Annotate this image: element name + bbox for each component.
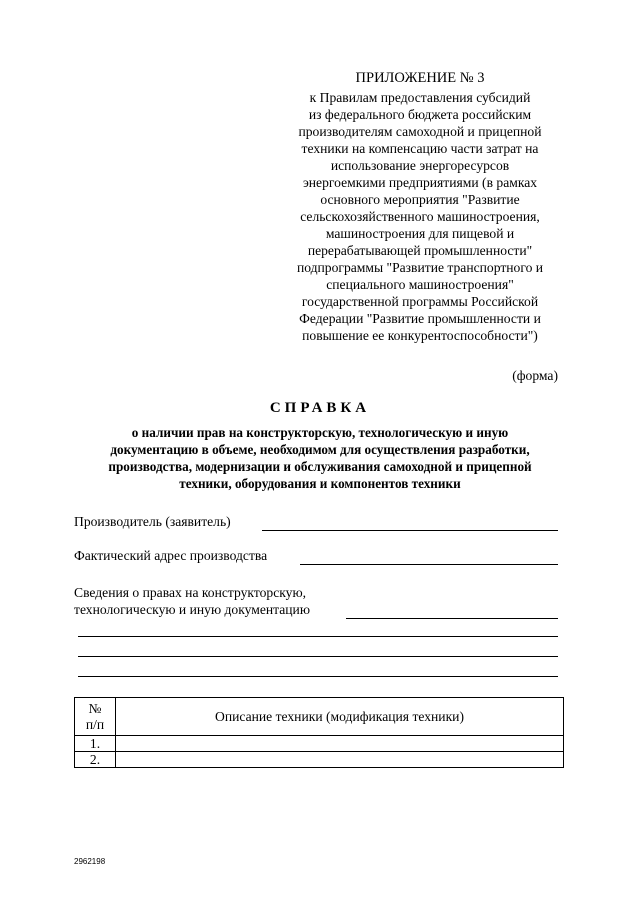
subtitle-line: производства, модернизации и обслуживания самоходной и прицепной	[108, 459, 532, 474]
document-title: СПРАВКА	[269, 400, 371, 416]
subtitle-line: техники, оборудования и компонентов техники	[179, 476, 461, 491]
appendix-title: ПРИЛОЖЕНИЕ № 3	[355, 70, 485, 86]
appendix-line: основного мероприятия "Развитие	[320, 192, 520, 207]
row-description-cell[interactable]	[116, 752, 564, 768]
manufacturer-input-line[interactable]	[262, 530, 558, 531]
table-row	[75, 752, 564, 768]
appendix-line: Федерации "Развитие промышленности и	[299, 311, 541, 326]
row-number: 2.	[75, 752, 116, 768]
appendix-line: техники на компенсацию части затрат на	[301, 141, 539, 156]
appendix-line: подпрограммы "Развитие транспортного и	[296, 260, 544, 275]
address-input-line[interactable]	[300, 564, 558, 565]
appendix-line: машиностроения для пищевой и	[325, 226, 515, 241]
appendix-line: энергоемкими предприятиями (в рамках	[302, 175, 538, 190]
header-number-symbol: №	[88, 700, 102, 716]
subtitle-line: о наличии прав на конструкторскую, технологическую и иную	[131, 425, 509, 440]
rights-input-line[interactable]	[346, 618, 558, 619]
appendix-line: из федерального бюджета российским	[308, 107, 532, 122]
subtitle-line: документацию в объеме, необходимом для осуществления разработки,	[110, 442, 530, 457]
appendix-line: к Правилам предоставления субсидий	[309, 90, 531, 105]
header-description-cell: Описание техники (модификация техники)	[116, 698, 564, 736]
form-label: (форма)	[512, 368, 558, 383]
header-number-cell	[75, 698, 116, 736]
manufacturer-label: Производитель (заявитель)	[74, 514, 231, 529]
table-row	[75, 736, 564, 752]
header-number-abbrev: п/п	[85, 716, 105, 732]
rights-input-line-extra[interactable]	[78, 636, 558, 637]
rights-input-line-extra[interactable]	[78, 656, 558, 657]
rights-label-line2: технологическую и иную документацию	[74, 602, 310, 617]
appendix-line: использование энергоресурсов	[330, 158, 510, 173]
rights-label-line1: Сведения о правах на конструкторскую,	[74, 585, 307, 600]
appendix-line: перерабатывающей промышленности"	[307, 243, 533, 258]
technique-table	[74, 697, 564, 768]
appendix-line: специального машиностроения"	[326, 277, 514, 292]
row-number: 1.	[75, 736, 116, 752]
footer-document-code: 2962198	[74, 857, 106, 866]
rights-input-line-extra[interactable]	[78, 676, 558, 677]
table-header-row	[75, 698, 564, 736]
appendix-line: сельскохозяйственного машиностроения,	[300, 209, 540, 224]
address-label: Фактический адрес производства	[74, 548, 268, 563]
appendix-block	[270, 70, 570, 344]
appendix-line: государственной программы Российской	[301, 294, 539, 309]
appendix-line: производителям самоходной и прицепной	[298, 124, 542, 139]
appendix-line: повышение ее конкурентоспособности")	[302, 328, 538, 343]
document-subtitle	[95, 424, 545, 492]
row-description-cell[interactable]	[116, 736, 564, 752]
